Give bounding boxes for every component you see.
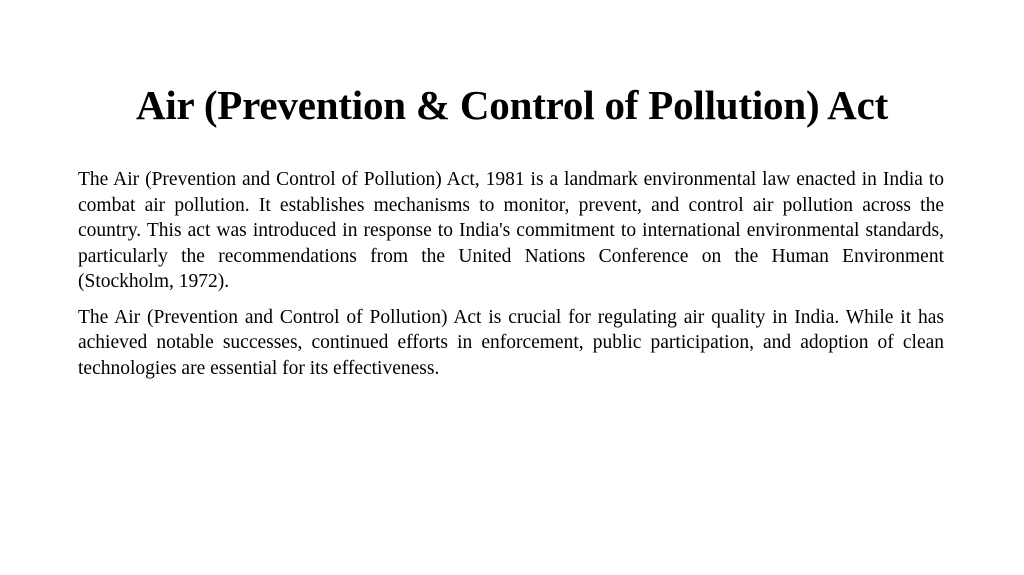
slide-title: Air (Prevention & Control of Pollution) Act	[135, 82, 889, 128]
body-paragraph-intro: The Air (Prevention and Control of Pollution) Act, 1981 is a landmark environmental law enacted in India to combat air pollution. It establishes mechanisms to monitor, prevent, and control air pollution across the country. This act was introduced in response to India's commitment to international environmental standards, particularly the recommendations from the United Nations Conference on the Human Environment (Stockholm, 1972).	[78, 169, 944, 292]
body-paragraph-conclusion: The Air (Prevention and Control of Pollution) Act is crucial for regulating air quality in India. While it has achieved notable successes, continued efforts in enforcement, public participation, and adoption of clean technologies are essential for its effectiveness.	[78, 306, 944, 379]
slide-body	[78, 167, 944, 391]
